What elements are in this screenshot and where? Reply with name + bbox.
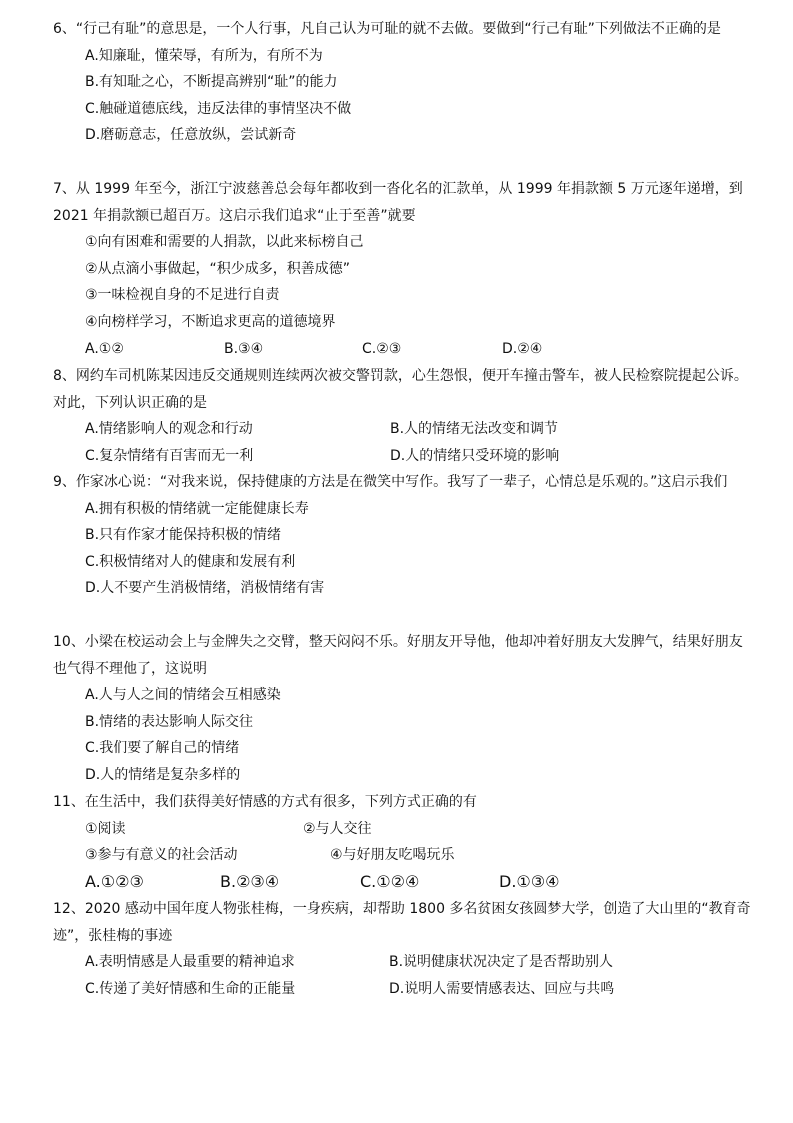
option-d: D.②④ [502,340,543,357]
options-row-2 [85,443,753,470]
option-a: A.①②③ [85,871,144,891]
option-b: B.③④ [224,340,264,357]
option-a: A.情绪影响人的观念和行动 [85,421,253,438]
options-row [85,336,753,363]
statements-row-2 [85,842,753,869]
question-10 [53,629,753,789]
question-stem: 12、2020 感动中国年度人物张桂梅，一身疾病，却帮助 1800 多名贫困女孩圆梦大学，创造了大山里的“教育奇迹”，张桂梅的事迹 [53,901,751,944]
option-c: C.①②④ [360,871,420,891]
option-c: C.积极情绪对人的健康和发展有利 [85,553,296,570]
options-row-2 [85,976,753,1003]
option-b: B.情绪的表达影响人际交往 [85,713,254,730]
question-7 [53,176,753,362]
statement-4: ④与好朋友吃喝玩乐 [330,847,455,864]
options-row [85,869,753,896]
option-c: C.传递了美好情感和生命的正能量 [85,980,296,997]
option-d: D.①③④ [499,871,560,891]
question-12 [53,896,753,1002]
statement-1: ①向有困难和需要的人捐款，以此来标榜自己 [85,234,364,251]
option-d: D.磨砺意志，任意放纵，尝试新奇 [85,127,297,144]
question-stem: 7、从 1999 年至今，浙江宁波慈善总会每年都收到一沓化名的汇款单，从 1999 年捐款额 5 万元逐年递增，到 2021 年捐款额已超百万。这启示我们追求“止于至善”就要 [53,181,743,224]
statement-3: ③参与有意义的社会活动 [85,847,238,864]
question-8 [53,363,753,469]
option-a: A.人与人之间的情绪会互相感染 [85,687,281,704]
statement-2: ②从点滴小事做起，“积少成多，积善成德” [85,260,351,277]
question-stem: 6、“行己有耻”的意思是，一个人行事，凡自己认为可耻的就不去做。要做到“行己有耻”下列做法不正确的是 [53,21,721,37]
option-b: B.②③④ [220,871,280,891]
question-stem: 9、作家冰心说：“对我来说，保持健康的方法是在微笑中写作。我写了一辈子，心情总是乐观的。”这启示我们 [53,474,728,490]
option-b: B.说明健康状况决定了是否帮助别人 [389,954,614,971]
option-a: A.表明情感是人最重要的精神追求 [85,954,295,971]
statement-4: ④向榜样学习，不断追求更高的道德境界 [85,313,336,330]
option-d: D.人不要产生消极情绪，消极情绪有害 [85,580,325,597]
options-row-1 [85,416,753,443]
question-stem: 11、在生活中，我们获得美好情感的方式有很多，下列方式正确的有 [53,794,477,810]
option-c: C.触碰道德底线，违反法律的事情坚决不做 [85,100,352,117]
question-stem: 8、网约车司机陈某因违反交通规则连续两次被交警罚款，心生怨恨，便开车撞击警车，被人民检察院提起公诉。对此，下列认识正确的是 [53,368,748,411]
option-c: C.复杂情绪有百害而无一利 [85,447,254,464]
options-row-1 [85,949,753,976]
option-d: D.人的情绪是复杂多样的 [85,766,241,783]
question-9 [53,469,753,602]
option-a: A.①② [85,340,124,357]
option-c: C.我们要了解自己的情绪 [85,740,240,757]
question-6 [53,16,753,149]
option-b: B.人的情绪无法改变和调节 [390,421,559,438]
question-stem: 10、小梁在校运动会上与金牌失之交臂，整天闷闷不乐。好朋友开导他，他却冲着好朋友大发脾气，结果好朋友也气得不理他了，这说明 [53,634,743,677]
statements-row-1 [85,816,753,843]
statement-1: ①阅读 [85,820,126,837]
question-11 [53,789,753,895]
statement-2: ②与人交往 [303,820,372,837]
option-a: A.知廉耻，懂荣辱，有所为，有所不为 [85,47,323,64]
option-a: A.拥有积极的情绪就一定能健康长寿 [85,500,309,517]
option-d: D.人的情绪只受环境的影响 [390,447,560,464]
option-b: B.只有作家才能保持积极的情绪 [85,527,282,544]
option-b: B.有知耻之心，不断提高辨别“耻”的能力 [85,74,338,91]
option-c: C.②③ [362,340,402,357]
option-d: D.说明人需要情感表达、回应与共鸣 [389,980,615,997]
statement-3: ③一味检视自身的不足进行自责 [85,287,280,304]
